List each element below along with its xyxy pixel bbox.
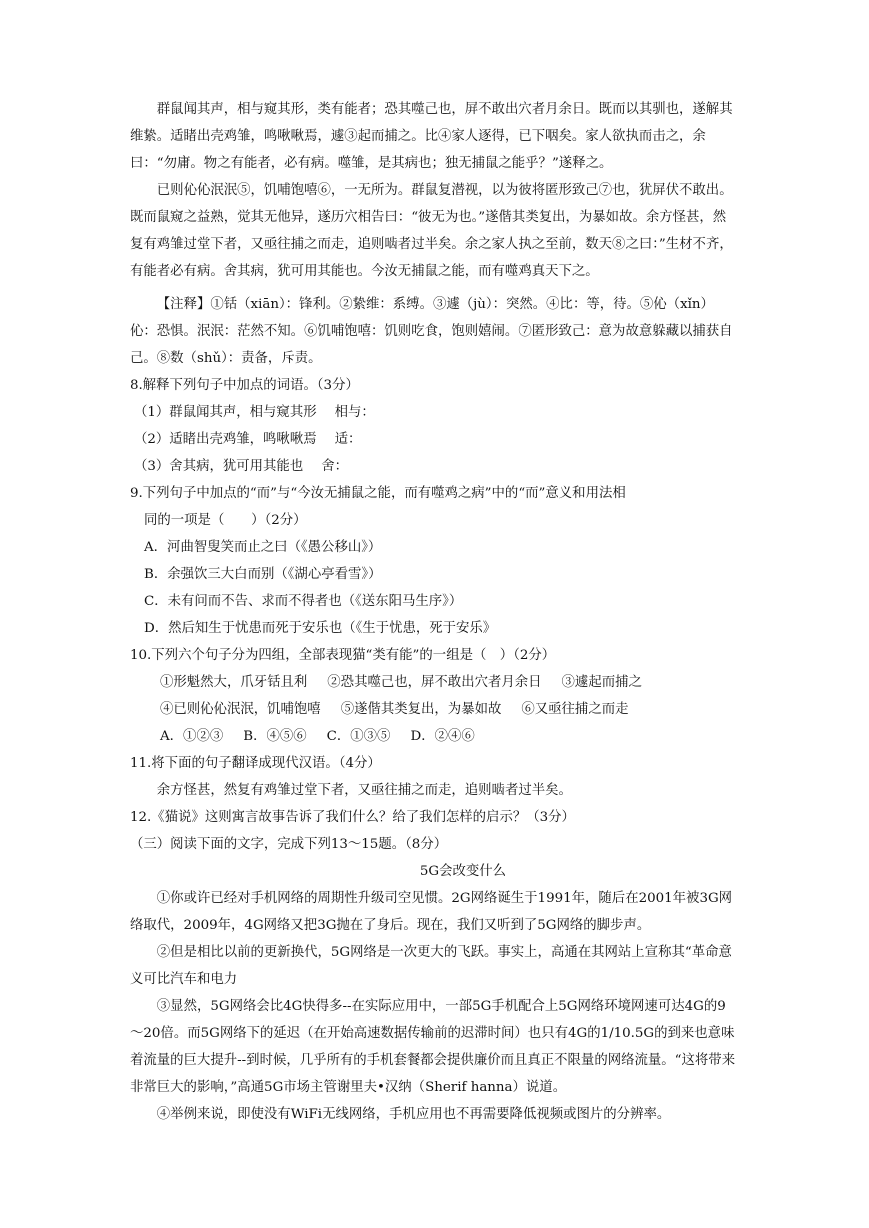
article-title: 5G会改变什么 (419, 864, 507, 879)
exam-content (130, 96, 736, 1128)
question-10-sentence: ⑤遂偕其类复出，为暴如故 (340, 702, 502, 717)
article-paragraph-2: ②但是相比以前的更新换代，5G网络是一次更大的飞跃。事实上，高通在其网站上宣称其“革命意义可比汽车和电力 (130, 945, 732, 987)
article-paragraph-1: ①你或许已经对手机网络的周期性升级司空见惯。2G网络诞生于1991年，随后在2001年被3G网络取代，2009年，4G网络又把3G抛在了身后。现在，我们又听到了5G网络的脚步声。 (130, 891, 733, 933)
question-8-item (134, 399, 736, 426)
question-9-option-a: A．河曲智叟笑而止之曰（《愚公移山》） (144, 540, 382, 555)
question-10-choice-a: A．①②③ (160, 729, 224, 744)
question-10-sentences-row-2 (160, 696, 736, 723)
question-10-sentence: ①形魁然大，爪牙铦且利 (160, 675, 308, 690)
question-9-option-c: C．未有问而不告、求而不得者也（《送东阳马生序》） (144, 594, 463, 609)
question-9-option-b: B．余强饮三大白而别（《湖心亭看雪》） (144, 567, 382, 582)
question-8-answer-label: 适： (334, 432, 362, 447)
question-10-choice-b: B．④⑤⑥ (243, 729, 307, 744)
question-8-item-text: （2）适睹出壳鸡雏，鸣啾啾焉 (134, 432, 317, 447)
question-10-choices (160, 723, 736, 750)
question-12-stem: 12.《猫说》这则寓言故事告诉了我们什么？给了我们怎样的启示？（3分） (130, 810, 575, 825)
question-10-choice-c: C．①③⑤ (326, 729, 391, 744)
question-9-stem-line1: 9.下列句子中加点的“而”与“今汝无捕鼠之能，而有噬鸡之病”中的“而”意义和用法相 (130, 486, 626, 501)
question-10-sentence: ⑥又亟往捕之而走 (521, 702, 629, 717)
question-9-stem-line2: 同的一项是（ ）（2分） (144, 513, 307, 528)
passage-paragraph-1: 群鼠闻其声，相与窥其形，类有能者；恐其噬己也，屏不敢出穴者月余日。既而以其驯也，遂解其维絷。适睹出壳鸡雏，鸣啾啾焉，遽③起而捕之。比④家人逐得，已下咽矣。家人欲执而击之，余曰：“勿庸。物之有能者，必有病。噬雏，是其病也；独无捕鼠之能乎？”遂释之。 (130, 102, 733, 171)
annotation-note: 【注释】①铦（xiān）：锋利。②絷维：系缚。③遽（jù）：突然。④比：等，待。⑤伈（xǐn）伈：恐惧。泯泯：茫然不知。⑥饥哺饱嘻：饥则吃食，饱则嬉闹。⑦匿形致己：意为故意躲藏以捕获自己。⑧数（shǔ）：责备，斥责。 (130, 297, 733, 366)
question-9-option-d: D．然后知生于忧患而死于安乐也（《生于忧患，死于安乐》 (144, 621, 497, 636)
section-3-heading: （三）阅读下面的文字，完成下列13～15题。（8分） (130, 837, 448, 852)
article-paragraph-3: ③显然，5G网络会比4G快得多--在实际应用中，一部5G手机配合上5G网络环境网速可达4G的9～20倍。而5G网络下的延迟（在开始高速数据传输前的迟滞时间）也只有4G的1/10.5G的到来也意味着流量的巨大提升--到时候，几乎所有的手机套餐都会提供廉价而且真正不限量的网络流量。“这将带来非常巨大的影响，”高通5G市场主管谢里夫•汉纳（Sherif hanna）说道。 (130, 999, 736, 1095)
question-10-choice-d: D．②④⑥ (410, 729, 475, 744)
question-8-answer-label: 舍： (321, 459, 348, 474)
question-11-stem: 11.将下面的句子翻译成现代汉语。（4分） (130, 756, 381, 771)
question-10-sentence: ③遽起而捕之 (561, 675, 642, 690)
question-8-stem: 8.解释下列句子中加点的词语。（3分） (130, 378, 359, 393)
question-10-sentence: ②恐其噬己也，屏不敢出穴者月余日 (327, 675, 542, 690)
passage-paragraph-2: 已则伈伈泯泯⑤，饥哺饱嘻⑥，一无所为。群鼠复潜视，以为彼将匿形致己⑦也，犹屏伏不敢出。既而鼠窥之益熟，觉其无他异，遂历穴相告曰：“彼无为也。”遂偕其类复出，为暴如故。余方怪甚，然复有鸡雏过堂下者，又亟往捕之而走，追则啮者过半矣。余之家人执之至前，数天⑧之曰：”生材不齐，有能者必有病。舍其病，犹可用其能也。今汝无捕鼠之能，而有噬鸡真天下之。 (130, 183, 733, 279)
question-8-answer-label: 相与： (334, 405, 375, 420)
question-8-item (134, 426, 736, 453)
question-10-sentences-row-1 (160, 669, 736, 696)
question-8-item-text: （3）舍其病，犹可用其能也 (134, 459, 304, 474)
question-8-item-text: （1）群鼠闻其声，相与窥其形 (134, 405, 317, 420)
question-8-item (134, 453, 736, 480)
question-11-sentence: 余方怪甚，然复有鸡雏过堂下者，又亟往捕之而走，追则啮者过半矣。 (156, 783, 572, 798)
article-paragraph-4: ④举例来说，即使没有WiFi无线网络，手机应用也不再需要降低视频或图片的分辨率。 (156, 1107, 671, 1122)
question-10-stem: 10.下列六个句子分为四组，全部表现猫“类有能”的一组是（ ）（2分） (130, 648, 556, 663)
question-10-sentence: ④已则伈伈泯泯，饥哺饱嘻 (160, 702, 321, 717)
